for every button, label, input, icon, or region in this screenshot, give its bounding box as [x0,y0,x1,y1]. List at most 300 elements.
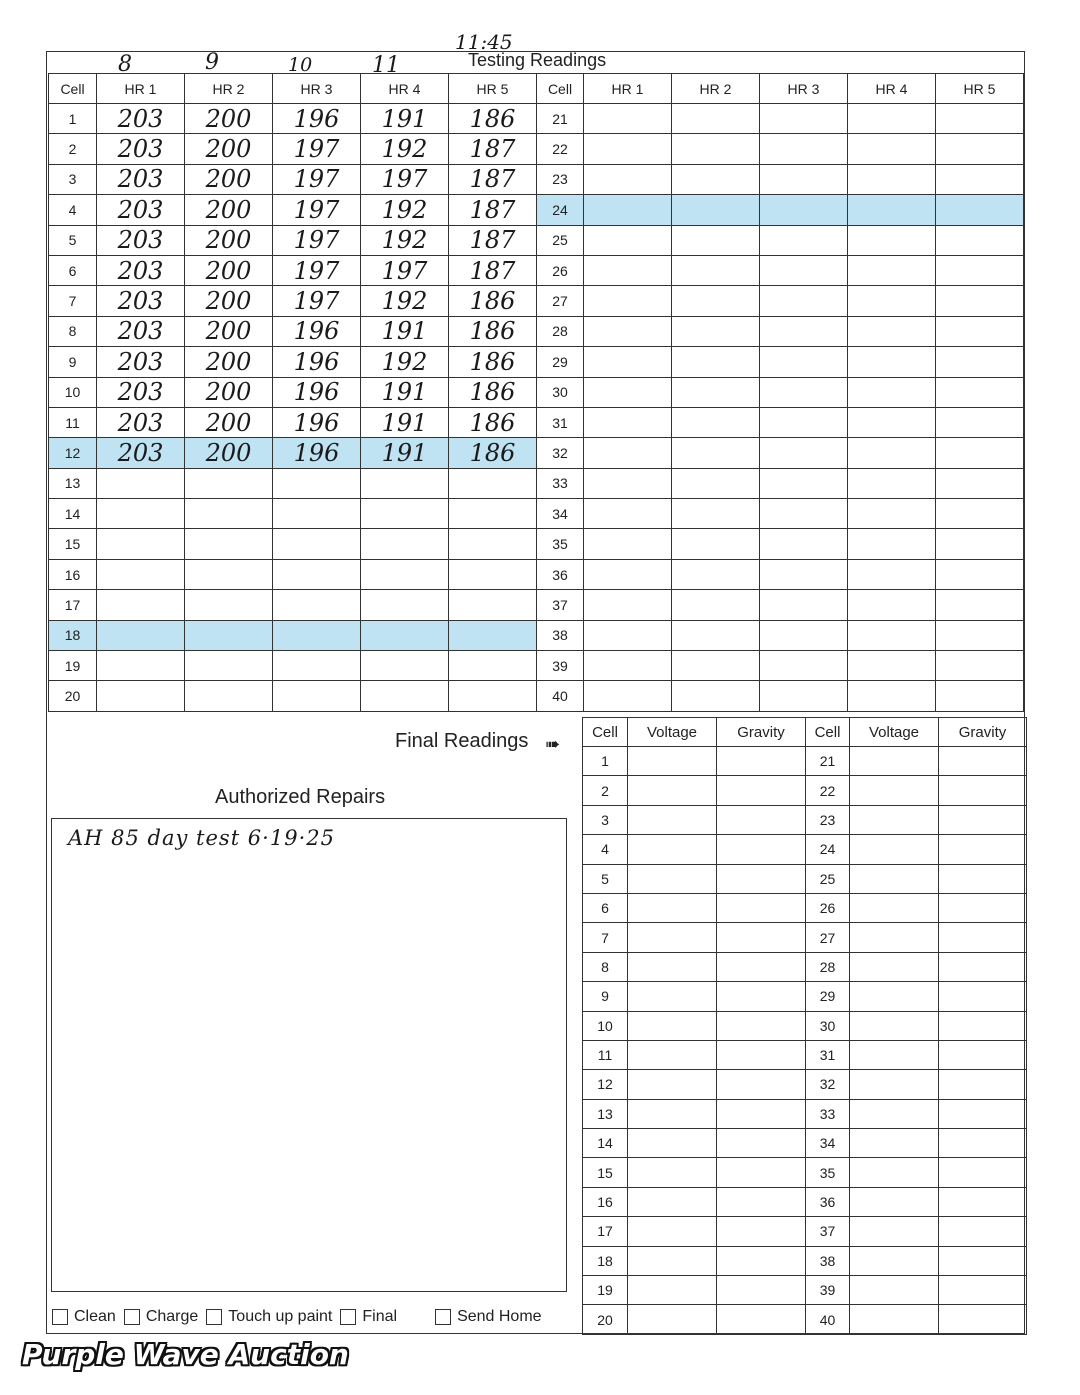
reading-cell: 197 [273,225,361,255]
final-readings-label: Final Readings [395,730,529,752]
gravity-cell [717,1187,806,1216]
voltage-cell [628,1129,717,1158]
table-row [49,195,1024,225]
gravity-cell [717,864,806,893]
reading-cell [584,499,672,529]
testing-col-header: HR 5 [936,74,1024,104]
gravity-cell [717,982,806,1011]
voltage-cell [850,776,939,805]
gravity-cell [939,1217,1027,1246]
reading-cell: 203 [97,255,185,285]
gravity-cell [939,747,1027,776]
watermark: Purple Wave Auction [22,1338,349,1371]
voltage-cell [628,1187,717,1216]
reading-cell [672,164,760,194]
voltage-cell [628,1070,717,1099]
reading-cell [672,286,760,316]
reading-cell: 186 [449,438,537,468]
reading-cell [584,286,672,316]
reading-cell [185,620,273,650]
cell-number: 17 [49,590,97,620]
cell-number: 9 [583,982,628,1011]
table-row [583,1305,1027,1334]
reading-cell: 196 [273,347,361,377]
reading-cell [584,529,672,559]
voltage-cell [628,1217,717,1246]
final-col-header: Cell [583,718,628,747]
reading-cell [185,681,273,711]
reading-cell [936,499,1024,529]
reading-cell [936,377,1024,407]
table-row [49,499,1024,529]
cell-number: 38 [806,1246,850,1275]
reading-cell [760,377,848,407]
cell-number: 8 [583,952,628,981]
reading-cell [760,164,848,194]
checkbox-square-icon[interactable] [340,1309,356,1325]
table-row [583,835,1027,864]
cell-number: 32 [806,1070,850,1099]
cell-number: 13 [583,1099,628,1128]
voltage-cell [850,1129,939,1158]
reading-cell: 186 [449,407,537,437]
cell-number: 40 [806,1305,850,1334]
reading-cell: 200 [185,225,273,255]
voltage-cell [850,1040,939,1069]
reading-cell [848,316,936,346]
voltage-cell [628,1158,717,1187]
reading-cell: 187 [449,164,537,194]
reading-cell [936,590,1024,620]
cell-number: 1 [49,104,97,134]
reading-cell: 197 [273,195,361,225]
checkbox-square-icon[interactable] [124,1309,140,1325]
voltage-cell [850,1158,939,1187]
testing-readings-title: Testing Readings [468,50,607,70]
reading-cell [449,620,537,650]
table-row [583,747,1027,776]
reading-cell [185,468,273,498]
reading-cell: 200 [185,316,273,346]
reading-cell: 197 [361,255,449,285]
cell-number: 13 [49,468,97,498]
reading-cell [97,590,185,620]
cell-number: 28 [537,316,584,346]
reading-cell [672,316,760,346]
checkbox-touch-up-paint[interactable] [206,1308,332,1326]
checkbox-clean[interactable] [52,1308,116,1326]
reading-cell: 200 [185,407,273,437]
table-row [49,377,1024,407]
reading-cell [936,438,1024,468]
reading-cell [361,681,449,711]
cell-number: 4 [583,835,628,864]
reading-cell: 200 [185,255,273,285]
table-row [49,347,1024,377]
reading-cell [760,255,848,285]
table-row [583,982,1027,1011]
checkbox-send-home[interactable] [435,1308,542,1326]
cell-number: 31 [537,407,584,437]
reading-cell [97,468,185,498]
gravity-cell [939,982,1027,1011]
testing-col-header: HR 5 [449,74,537,104]
cell-number: 26 [537,255,584,285]
reading-cell: 191 [361,316,449,346]
reading-cell: 203 [97,407,185,437]
gravity-cell [939,1158,1027,1187]
reading-cell [760,438,848,468]
reading-cell [672,438,760,468]
gravity-cell [939,1040,1027,1069]
checkbox-final[interactable] [340,1308,397,1326]
cell-number: 32 [537,438,584,468]
cell-number: 14 [583,1129,628,1158]
reading-cell [848,438,936,468]
reading-cell: 187 [449,255,537,285]
reading-cell: 200 [185,195,273,225]
reading-cell [936,559,1024,589]
testing-col-header: HR 4 [361,74,449,104]
reading-cell [936,468,1024,498]
gravity-cell [717,835,806,864]
reading-cell [97,620,185,650]
gravity-cell [717,923,806,952]
time-note: 11:45 [455,30,513,54]
cell-number: 7 [583,923,628,952]
reading-cell [848,559,936,589]
gravity-cell [939,1187,1027,1216]
cell-number: 12 [583,1070,628,1099]
reading-cell [672,590,760,620]
reading-cell [449,681,537,711]
table-row [49,316,1024,346]
gravity-cell [717,1158,806,1187]
voltage-cell [628,776,717,805]
reading-cell [672,255,760,285]
reading-cell: 200 [185,164,273,194]
table-row [49,468,1024,498]
reading-cell [273,468,361,498]
gravity-cell [717,1099,806,1128]
voltage-cell [850,923,939,952]
cell-number: 33 [806,1099,850,1128]
checkbox-square-icon[interactable] [435,1309,451,1325]
reading-cell [584,134,672,164]
checkbox-label: Charge [145,1308,199,1325]
cell-number: 38 [537,620,584,650]
reading-cell: 187 [449,134,537,164]
reading-cell [936,286,1024,316]
cell-number: 39 [806,1276,850,1305]
table-row [583,952,1027,981]
authorized-repairs-note: AH 85 day test 6·19·25 [68,826,335,850]
cell-number: 5 [583,864,628,893]
cell-number: 22 [806,776,850,805]
reading-cell [760,590,848,620]
cell-number: 16 [583,1187,628,1216]
testing-col-header: Cell [49,74,97,104]
cell-number: 2 [583,776,628,805]
voltage-cell [850,1305,939,1334]
reading-cell: 192 [361,195,449,225]
reading-cell [848,407,936,437]
reading-cell [760,225,848,255]
table-row [583,893,1027,922]
reading-cell [273,529,361,559]
table-row [583,1040,1027,1069]
cell-number: 20 [49,681,97,711]
voltage-cell [628,864,717,893]
reading-cell [584,620,672,650]
reading-cell [760,134,848,164]
reading-cell [672,529,760,559]
reading-cell [672,195,760,225]
reading-cell [672,499,760,529]
table-row [583,1187,1027,1216]
reading-cell: 203 [97,134,185,164]
voltage-cell [628,1305,717,1334]
reading-cell [584,590,672,620]
testing-col-header: HR 3 [760,74,848,104]
voltage-cell [850,805,939,834]
reading-cell [584,651,672,681]
reading-cell [936,651,1024,681]
table-row [49,529,1024,559]
gravity-cell [939,1011,1027,1040]
reading-cell [936,316,1024,346]
reading-cell [936,195,1024,225]
reading-cell [584,316,672,346]
reading-cell: 203 [97,377,185,407]
reading-cell [848,347,936,377]
reading-cell [97,681,185,711]
reading-cell: 192 [361,347,449,377]
hour-note-3: 10 [288,54,313,76]
reading-cell: 186 [449,347,537,377]
cell-number: 3 [583,805,628,834]
gravity-cell [939,923,1027,952]
authorized-repairs-label: Authorized Repairs [215,786,386,808]
checkbox-square-icon[interactable] [206,1309,222,1325]
cell-number: 23 [806,805,850,834]
reading-cell [760,499,848,529]
reading-cell: 197 [273,134,361,164]
reading-cell [848,164,936,194]
gravity-cell [717,747,806,776]
voltage-cell [850,1070,939,1099]
table-row [49,620,1024,650]
reading-cell [584,438,672,468]
table-row [583,1276,1027,1305]
table-row [49,164,1024,194]
reading-cell: 203 [97,195,185,225]
cell-number: 24 [806,835,850,864]
final-col-header: Gravity [717,718,806,747]
reading-cell [584,377,672,407]
voltage-cell [850,952,939,981]
table-row [583,1158,1027,1187]
table-row [49,651,1024,681]
voltage-cell [850,1217,939,1246]
cell-number: 10 [583,1011,628,1040]
reading-cell [760,559,848,589]
reading-cell: 200 [185,104,273,134]
checkbox-row [52,1308,550,1326]
reading-cell: 191 [361,407,449,437]
reading-cell: 196 [273,104,361,134]
reading-cell [672,104,760,134]
reading-cell [936,681,1024,711]
testing-col-header: HR 1 [584,74,672,104]
reading-cell: 197 [273,286,361,316]
reading-cell [273,590,361,620]
voltage-cell [850,864,939,893]
cell-number: 22 [537,134,584,164]
reading-cell [185,590,273,620]
reading-cell [760,407,848,437]
voltage-cell [850,1246,939,1275]
reading-cell: 192 [361,225,449,255]
gravity-cell [717,1040,806,1069]
reading-cell: 197 [273,164,361,194]
hour-note-1: 8 [118,52,132,77]
reading-cell [760,529,848,559]
cell-number: 25 [537,225,584,255]
reading-cell [449,499,537,529]
reading-cell: 186 [449,286,537,316]
cell-number: 34 [537,499,584,529]
cell-number: 37 [806,1217,850,1246]
reading-cell [361,559,449,589]
gravity-cell [939,893,1027,922]
reading-cell: 200 [185,347,273,377]
reading-cell [361,468,449,498]
checkbox-charge[interactable] [124,1308,198,1326]
reading-cell [449,529,537,559]
checkbox-label: Clean [74,1308,116,1325]
reading-cell [936,407,1024,437]
reading-cell [760,104,848,134]
voltage-cell [628,1099,717,1128]
reading-cell [936,620,1024,650]
cell-number: 18 [583,1246,628,1275]
reading-cell [97,499,185,529]
testing-col-header: HR 2 [185,74,273,104]
gravity-cell [939,835,1027,864]
gravity-cell [717,1217,806,1246]
reading-cell [672,559,760,589]
cell-number: 19 [49,651,97,681]
gravity-cell [939,1070,1027,1099]
testing-col-header: Cell [537,74,584,104]
final-col-header: Cell [806,718,850,747]
reading-cell [361,651,449,681]
gravity-cell [717,952,806,981]
reading-cell [760,681,848,711]
reading-cell: 191 [361,377,449,407]
reading-cell: 200 [185,377,273,407]
reading-cell: 203 [97,438,185,468]
reading-cell [672,681,760,711]
cell-number: 29 [537,347,584,377]
cell-number: 16 [49,559,97,589]
reading-cell: 203 [97,225,185,255]
reading-cell: 187 [449,225,537,255]
reading-cell [848,104,936,134]
cell-number: 35 [806,1158,850,1187]
cell-number: 14 [49,499,97,529]
reading-cell [672,651,760,681]
reading-cell [936,134,1024,164]
reading-cell [584,407,672,437]
hour-note-4: 11 [372,53,400,78]
reading-cell: 197 [361,164,449,194]
table-row [583,923,1027,952]
voltage-cell [628,952,717,981]
table-row [49,407,1024,437]
reading-cell: 196 [273,377,361,407]
gravity-cell [939,1276,1027,1305]
gravity-cell [939,1099,1027,1128]
cell-number: 26 [806,893,850,922]
arrow-right-icon: ➠ [545,734,561,754]
cell-number: 19 [583,1276,628,1305]
reading-cell [185,499,273,529]
table-row [583,1246,1027,1275]
testing-col-header: HR 2 [672,74,760,104]
voltage-cell [850,1011,939,1040]
reading-cell [273,620,361,650]
reading-cell: 203 [97,104,185,134]
cell-number: 30 [537,377,584,407]
reading-cell [672,134,760,164]
table-row [583,1070,1027,1099]
cell-number: 29 [806,982,850,1011]
reading-cell: 203 [97,286,185,316]
cell-number: 27 [806,923,850,952]
cell-number: 15 [583,1158,628,1187]
testing-col-header: HR 4 [848,74,936,104]
reading-cell: 203 [97,347,185,377]
voltage-cell [628,1040,717,1069]
authorized-repairs-box [51,818,567,1292]
voltage-cell [628,835,717,864]
voltage-cell [850,747,939,776]
reading-cell [584,225,672,255]
table-row [49,286,1024,316]
table-row [49,681,1024,711]
reading-cell [936,529,1024,559]
voltage-cell [850,1276,939,1305]
reading-cell [361,590,449,620]
reading-cell [672,407,760,437]
checkbox-label: Final [362,1308,398,1325]
cell-number: 5 [49,225,97,255]
cell-number: 11 [583,1040,628,1069]
reading-cell [449,468,537,498]
cell-number: 36 [537,559,584,589]
checkbox-square-icon[interactable] [52,1309,68,1325]
reading-cell [848,286,936,316]
cell-number: 35 [537,529,584,559]
cell-number: 8 [49,316,97,346]
reading-cell [361,499,449,529]
reading-cell [672,620,760,650]
cell-number: 7 [49,286,97,316]
cell-number: 28 [806,952,850,981]
reading-cell [760,195,848,225]
